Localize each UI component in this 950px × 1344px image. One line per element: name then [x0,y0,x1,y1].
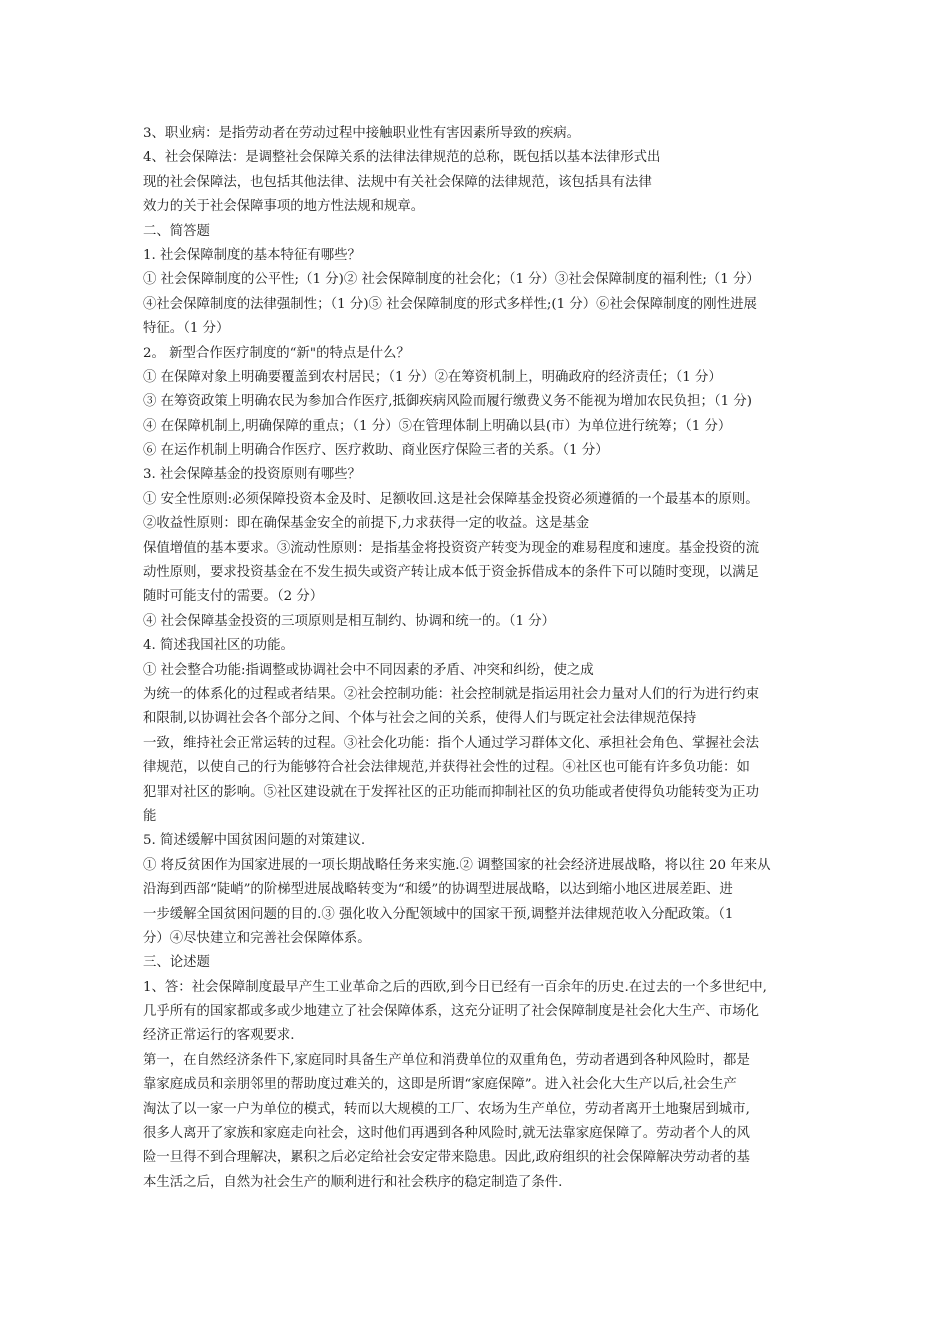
text-line: 能 [143,808,157,824]
text-line: 效力的关于社会保障事项的地方性法规和规章。 [143,199,425,215]
text-line: 三、论述题 [143,955,210,971]
text-line: 现的社会保障法，也包括其他法律、法规中有关社会保障的法律规范，该包括具有法律 [143,174,652,190]
text-line: 一致，维持社会正常运转的过程。③社会化功能：指个人通过学习群体文化、承担社会角色、掌握社会法 [143,735,759,751]
text-line: ① 在保障对象上明确要覆盖到农村居民；（1 分）②在筹资机制上，明确政府的经济责任；（1 分） [143,369,722,385]
text-line: ③ 在筹资政策上明确农民为参加合作医疗,抵御疾病风险而履行缴费义务不能视为增加农民负担；（1 分) [143,394,752,410]
text-line: 3、职业病：是指劳动者在劳动过程中接触职业性有害因素所导致的疾病。 [143,126,581,141]
text-line: 特征。（1 分） [143,321,230,337]
text-line: ④ 社会保障基金投资的三项原则是相互制约、协调和统一的。（1 分） [143,613,556,629]
text-line: 为统一的体系化的过程或者结果。②社会控制功能：社会控制就是指运用社会力量对人们的行为进行约束 [143,686,759,702]
text-line: 几乎所有的国家都或多或少地建立了社会保障体系，这充分证明了社会保障制度是社会化大生产、市场化 [143,1004,759,1020]
text-line: 淘汰了以一家一户为单位的模式，转而以大规模的工厂、农场为生产单位，劳动者离开土地聚居到城市, [143,1101,750,1117]
text-line: 5. 简述缓解中国贫困问题的对策建议. [143,833,366,849]
text-line: 1. 社会保障制度的基本特征有哪些？ [143,247,361,263]
text-line: ②收益性原则：即在确保基金安全的前提下,力求获得一定的收益。这是基金 [143,516,590,532]
text-line: 保值增值的基本要求。③流动性原则：是指基金将投资资产转变为现金的难易程度和速度。基金投资的流 [143,540,759,556]
text-line: ① 将反贫困作为国家进展的一项长期战略任务来实施.② 调整国家的社会经济进展战略，将以往 20 年来从 [143,857,771,873]
text-line: 一步缓解全国贫困问题的目的.③ 强化收入分配领域中的国家干预,调整并法律规范收入分配政策。（1 [143,906,734,922]
text-line: ① 社会整合功能:指调整或协调社会中不同因素的矛盾、冲突和纠纷，使之成 [143,662,594,678]
text-line: 本生活之后，自然为社会生产的顺利进行和社会秩序的稳定制造了条件. [143,1174,563,1190]
text-line: 犯罪对社区的影响。⑤社区建设就在于发挥社区的正功能而抑制社区的负功能或者使得负功能转变为正功 [143,784,759,800]
text-line: 和限制,以协调社会各个部分之间、个体与社会之间的关系，使得人们与既定社会法律规范保持 [143,711,697,727]
text-line: ⑥ 在运作机制上明确合作医疗、医疗救助、商业医疗保险三者的关系。（1 分） [143,443,609,459]
text-line: 沿海到西部“陡峭”的阶梯型进展战略转变为“和缓”的协调型进展战略，以达到缩小地区进展差距、进 [143,882,733,898]
text-line: 4. 简述我国社区的功能。 [143,638,294,654]
text-line: 分）④尽快建立和完善社会保障体系。 [143,930,371,946]
text-line: 很多人离开了家族和家庭走向社会，这时他们再遇到各种风险时,就无法靠家庭保障了。劳动者个人的风 [143,1126,750,1142]
text-line: 靠家庭成员和亲朋邻里的帮助度过难关的，这即是所谓“家庭保障”。进入社会化大生产以后,社会生产 [143,1077,737,1093]
text-line: ① 安全性原则:必须保障投资本金及时、足额收回.这是社会保障基金投资必须遵循的一个最基本的原则。 [143,491,759,507]
text-line: 第一，在自然经济条件下,家庭同时具备生产单位和消费单位的双重角色，劳动者遇到各种风险时，都是 [143,1052,750,1068]
text-line: ④社会保障制度的法律强制性；（1 分)⑤ 社会保障制度的形式多样性;(1 分）⑥社会保障制度的刚性进展 [143,296,757,312]
text-line: ① 社会保障制度的公平性;（1 分)② 社会保障制度的社会化；（1 分）③社会保障制度的福利性;（1 分） [143,272,760,288]
text-line: 3. 社会保障基金的投资原则有哪些？ [143,467,361,483]
text-line: 律规范，以使自己的行为能够符合社会法律规范,并获得社会性的过程。④社区也可能有许多负功能：如 [143,760,750,776]
text-line: 随时可能支付的需要。（2 分） [143,589,324,605]
text-line: 2。 新型合作医疗制度的“新"的特点是什么？ [143,345,410,361]
text-line: 动性原则，要求投资基金在不发生损失或资产转让成本低于资金拆借成本的条件下可以随时变现，以满足 [143,565,759,581]
text-line: 险一旦得不到合理解决，累积之后必定给社会安定带来隐患。因此,政府组织的社会保障解决劳动者的基 [143,1150,750,1166]
text-line: 1、答：社会保障制度最早产生工业革命之后的西欧,到今日已经有一百余年的历史.在过去的一个多世纪中, [143,979,767,995]
text-line: 4、社会保障法：是调整社会保障关系的法律法律规范的总称，既包括以基本法律形式出 [143,150,661,166]
text-line: 经济正常运行的客观要求. [143,1028,295,1044]
text-line: 二、简答题 [143,223,210,239]
document-body [143,122,811,1195]
text-line: ④ 在保障机制上,明确保障的重点；（1 分）⑤在管理体制上明确以县(市）为单位进行统筹；（1 分） [143,418,732,434]
